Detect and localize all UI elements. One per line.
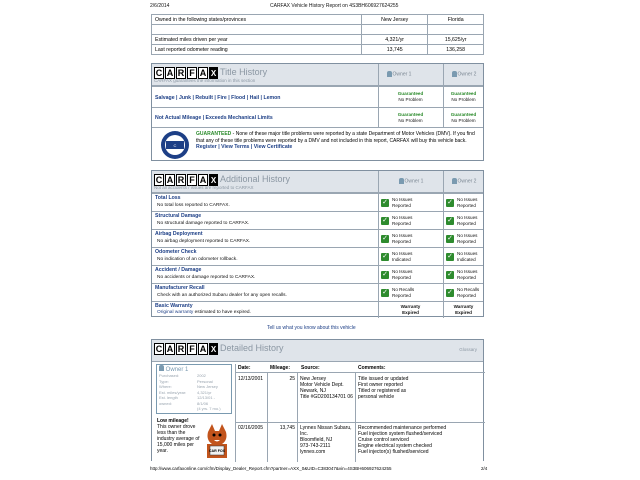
check-icon: ✓: [382, 289, 388, 296]
warranty-row: [152, 301, 483, 318]
footer-page: 2/4: [481, 466, 488, 471]
history-row: [152, 211, 483, 229]
table-row: [152, 25, 484, 35]
owner-info-panel: [156, 364, 232, 414]
section-title: Title History: [220, 67, 268, 77]
guaranteed-status: Guaranteed: [397, 91, 424, 96]
history-row-desc: No airbag deployment reported to CARFAX.: [157, 239, 251, 244]
title-row-mileage: [152, 107, 483, 127]
owner-label: Owner 1: [159, 365, 188, 373]
owner-fact: Purchased: 2002: [159, 373, 206, 378]
summary-owner2: Florida: [428, 15, 484, 25]
history-row-desc: Check with an authorized Subaru dealer for any open recalls.: [157, 293, 287, 298]
table-row: 02/16/2005 13,745 Lynnes Nissan Subaru, Inc. Bloomfield, NJ 973-743-2111 lynnes.com Recommended maintenance performed Fuel injection system flushed/serviced Cruise control serviced Engine electrical system checked Fuel injector(s) flushed/serviced: [236, 422, 485, 462]
status-line-2: Reported: [392, 221, 411, 226]
carfox-mascot-icon: [202, 422, 232, 460]
warranty-status-a: Warranty: [453, 304, 474, 309]
owner1-header: Owner 1: [378, 64, 419, 86]
summary-label: Owned in the following states/provinces: [152, 15, 362, 25]
section-title: Detailed History: [220, 343, 284, 353]
check-icon: ✓: [447, 271, 453, 278]
check-icon: ✓: [447, 235, 453, 242]
history-row-label[interactable]: Odometer Check: [155, 249, 197, 255]
section-subtitle: Not all accidents / issues are reported to CARFAX: [154, 185, 254, 190]
status-line-2: Reported: [392, 275, 411, 280]
person-icon: [452, 71, 457, 77]
history-row-label[interactable]: Structural Damage: [155, 213, 202, 219]
svg-text:CAR FOX: CAR FOX: [208, 449, 226, 453]
table-row: [152, 15, 484, 25]
section-header: [152, 171, 483, 193]
owner-fact: (4 yrs. 7 mo.): [197, 406, 221, 411]
history-row: [152, 229, 483, 247]
badge-label: [152, 128, 153, 129]
title-mileage-links[interactable]: Not Actual Mileage | Exceeds Mechanical Limits: [155, 115, 273, 121]
check-icon: ✓: [382, 271, 388, 278]
section-subtitle: CARFAX guarantees the information in this section: [154, 78, 256, 83]
status-line-2: Reported: [457, 203, 476, 208]
guaranteed-status: Guaranteed: [450, 112, 477, 117]
section-header: [152, 64, 483, 86]
tell-us-link[interactable]: Tell us what you know about this vehicle: [267, 325, 356, 331]
section-header: [152, 340, 483, 362]
check-icon: ✓: [447, 289, 453, 296]
svg-text:C: C: [173, 143, 177, 148]
summary-owner2: 15,625/yr: [428, 35, 484, 45]
table-row: [152, 45, 484, 55]
person-icon: [387, 71, 392, 77]
print-title: CARFAX Vehicle History Report on 4S3BH606927624255: [270, 3, 399, 9]
person-icon: [452, 178, 457, 184]
status-line-1: No Issues: [392, 215, 413, 220]
owner-fact: owned: 8/1/06: [159, 400, 209, 406]
detailed-history-section: [151, 339, 484, 461]
history-row-desc: No structural damage reported to CARFAX.: [157, 221, 250, 226]
title-brand-links[interactable]: Salvage | Junk | Rebuilt | Fire | Flood | Hail | Lemon: [155, 95, 281, 101]
print-date: 2/6/2014: [150, 3, 170, 9]
summary-label: Estimated miles driven per year: [152, 35, 362, 45]
warranty-status-a: Warranty: [400, 304, 421, 309]
no-problem-status: No Problem: [398, 97, 423, 102]
check-icon: ✓: [382, 235, 388, 242]
status-line-1: No Recalls: [457, 287, 480, 292]
status-line-1: No Issues: [457, 215, 478, 220]
guarantee-statement: GUARANTEED - None of these major title problems were reported by a state Department of Motor Vehicles (DMV). If you find that any of these title problems were reported by a DMV and not included in this report, CARFAX will buy this vehicle back. Register | View Terms | View Certificate: [196, 131, 475, 150]
history-row-label[interactable]: Airbag Deployment: [155, 231, 203, 237]
warranty-label: Basic Warranty: [155, 303, 193, 309]
records-table: [235, 364, 484, 462]
history-row: [152, 283, 483, 301]
section-title: Additional History: [220, 174, 291, 184]
owner1-header: Owner 1: [378, 171, 443, 193]
status-line-2: Reported: [457, 275, 476, 280]
status-line-1: No Recalls: [392, 287, 415, 292]
check-icon: ✓: [382, 199, 388, 206]
warranty-status-b: Expired: [455, 310, 472, 315]
status-line-1: No Issues: [457, 251, 478, 256]
title-history-section: [151, 63, 484, 161]
history-row-desc: No indication of an odometer rollback.: [157, 257, 238, 262]
status-line-1: No Issues: [392, 233, 413, 238]
status-line-1: No Issues: [457, 233, 478, 238]
status-line-2: Reported: [392, 239, 411, 244]
person-icon: [159, 365, 164, 371]
no-problem-status: No Problem: [451, 97, 476, 102]
status-line-2: Indicated: [457, 257, 476, 262]
summary-label: Last reported odometer reading: [152, 45, 362, 55]
history-row-label[interactable]: Accident / Damage: [155, 267, 202, 273]
guaranteed-status: Guaranteed: [450, 91, 477, 96]
history-row: [152, 247, 483, 265]
check-icon: ✓: [382, 253, 388, 260]
history-row-desc: No accidents or damage reported to CARFAX.: [157, 275, 256, 280]
status-line-2: Reported: [457, 239, 476, 244]
guarantee-links[interactable]: Register | View Terms | View Certificate: [196, 144, 293, 150]
status-line-1: No Issues: [457, 197, 478, 202]
history-row-label[interactable]: Manufacturer Recall: [155, 285, 205, 291]
check-icon: ✓: [447, 253, 453, 260]
check-icon: ✓: [447, 199, 453, 206]
check-icon: ✓: [447, 217, 453, 224]
status-line-1: No Issues: [392, 251, 413, 256]
carfax-logo: C A R F A X: [155, 344, 217, 354]
low-mileage-note: Low mileage! This owner drove less than the industry average of 15,000 miles per year.: [157, 418, 200, 454]
status-line-1: No Issues: [457, 269, 478, 274]
owner-fact: Est. miles/year: 4,321/yr: [159, 389, 212, 395]
status-line-1: No Issues: [392, 197, 413, 202]
status-line-2: Reported: [457, 221, 476, 226]
carfax-logo: C A R F A X: [155, 68, 217, 78]
warranty-status-b: Expired: [402, 310, 419, 315]
owner2-header: Owner 2: [443, 64, 484, 86]
buyback-guarantee-badge-icon: [157, 130, 193, 160]
glossary-link[interactable]: Glossary: [459, 347, 477, 352]
table-row: [152, 35, 484, 45]
history-row-desc: No total loss reported to CARFAX.: [157, 203, 230, 208]
buyback-guarantee-row: [152, 127, 483, 162]
no-problem-status: No Problem: [451, 118, 476, 123]
owner2-header: Owner 2: [443, 171, 484, 193]
summary-owner1: 13,745: [362, 45, 428, 55]
status-line-1: No Issues: [392, 269, 413, 274]
check-icon: ✓: [382, 217, 388, 224]
status-line-2: Reported: [392, 293, 411, 298]
carfax-logo: C A R F A X: [155, 175, 217, 185]
person-icon: [399, 178, 404, 184]
no-problem-status: No Problem: [398, 118, 423, 123]
original-warranty-link[interactable]: Original warranty: [157, 310, 194, 315]
ownership-summary-table: [151, 14, 484, 55]
summary-owner2: 136,258: [428, 45, 484, 55]
records-header: Date: Mileage: Source: Comments:: [236, 364, 485, 373]
table-row: 12/13/2001 25 New Jersey Motor Vehicle Dept. Newark, NJ Title #GD200134701 06 Title issued or updated First owner reported Titled or registered as personal vehicle: [238, 376, 409, 400]
footer-url: http://www.carfaxonline.com/cfm/Display_Dealer_Report.cfm?partner=AXX_0&UID=C383047&vin=4S3BH606927624255: [150, 466, 392, 471]
warranty-desc: Original warranty estimated to have expired.: [157, 310, 251, 315]
status-line-2: Reported: [457, 293, 476, 298]
summary-owner1: New Jersey: [362, 15, 428, 25]
owner-fact: Where: New Jersey: [159, 384, 218, 389]
guaranteed-status: Guaranteed: [397, 112, 424, 117]
history-row: [152, 193, 483, 211]
history-row: [152, 265, 483, 283]
additional-history-section: [151, 170, 484, 317]
owner-facts: [159, 373, 231, 412]
owner-fact: Est. length 12/13/01 -: [159, 395, 216, 400]
status-line-2: Reported: [392, 203, 411, 208]
status-line-2: Indicated: [392, 257, 411, 262]
history-row-label[interactable]: Total Loss: [155, 195, 181, 201]
title-row-brands: [152, 86, 483, 107]
owner-fact: Type: Personal: [159, 378, 213, 384]
summary-owner1: 4,321/yr: [362, 35, 428, 45]
